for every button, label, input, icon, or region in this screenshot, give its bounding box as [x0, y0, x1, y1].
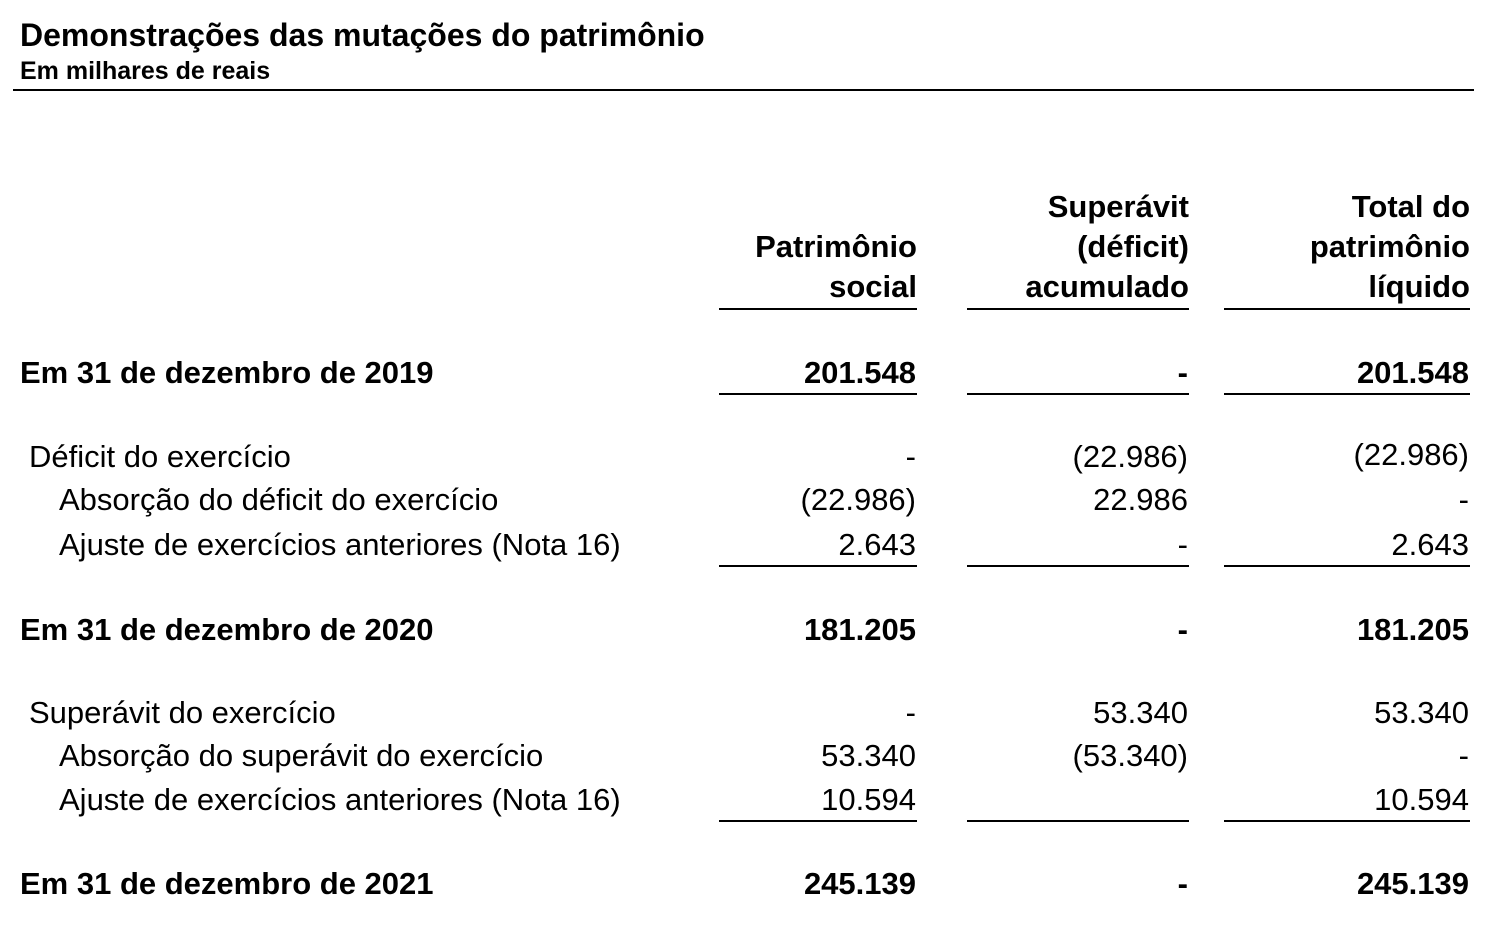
movement-row	[0, 778, 1500, 822]
balance-row-2020	[0, 608, 1500, 652]
movement-row	[0, 435, 1500, 479]
movement-row	[0, 734, 1500, 778]
value-patrimonio-social: 201.548	[719, 351, 917, 395]
movement-row	[0, 523, 1500, 567]
row-label: Em 31 de dezembro de 2019	[20, 355, 434, 390]
value-superavit-acumulado: -	[967, 523, 1189, 567]
statement-subtitle: Em milhares de reais	[20, 57, 271, 85]
column-header-line: Total do	[1351, 189, 1470, 224]
value-total: 53.340	[1374, 695, 1469, 730]
value-total: 2.643	[1224, 523, 1470, 567]
value-superavit-acumulado: (53.340)	[1072, 738, 1188, 773]
column-header-line: (déficit)	[1077, 229, 1189, 264]
value-superavit-acumulado: 22.986	[1093, 482, 1188, 517]
value-patrimonio-social: (22.986)	[800, 482, 916, 517]
row-label: Absorção do déficit do exercício	[59, 482, 499, 517]
column-header-line: Patrimônio	[755, 229, 917, 264]
value-superavit-acumulado	[967, 778, 1189, 822]
row-label: Ajuste de exercícios anteriores (Nota 16)	[59, 782, 621, 817]
row-label: Superávit do exercício	[29, 695, 336, 730]
column-header-line: patrimônio	[1309, 229, 1470, 264]
value-patrimonio-social: 2.643	[719, 523, 917, 567]
title-rule	[13, 89, 1474, 91]
value-total: 181.205	[1356, 612, 1469, 647]
value-superavit-acumulado: -	[967, 351, 1189, 395]
value-total: -	[1458, 738, 1469, 773]
value-total: 245.139	[1356, 866, 1469, 901]
value-superavit-acumulado: 53.340	[1093, 695, 1188, 730]
value-total: 10.594	[1224, 778, 1470, 822]
row-label: Ajuste de exercícios anteriores (Nota 16)	[59, 527, 621, 562]
column-header-line: acumulado	[1025, 269, 1189, 304]
statement-title: Demonstrações das mutações do patrimônio	[20, 17, 705, 53]
value-total: (22.986)	[1353, 437, 1469, 472]
column-header-total-patrimonio	[1224, 190, 1470, 310]
row-label: Déficit do exercício	[29, 439, 291, 474]
row-label: Em 31 de dezembro de 2020	[20, 612, 434, 647]
value-patrimonio-social: 53.340	[821, 738, 916, 773]
column-header-line: social	[829, 269, 917, 304]
balance-row-2019	[0, 351, 1500, 395]
row-label: Em 31 de dezembro de 2021	[20, 866, 434, 901]
column-header-patrimonio-social	[719, 190, 917, 310]
column-header-line: líquido	[1368, 269, 1470, 304]
value-patrimonio-social: 245.139	[803, 866, 916, 901]
column-header-superavit-acumulado	[967, 190, 1189, 310]
movement-row	[0, 691, 1500, 735]
column-header-line: Superávit	[1047, 189, 1189, 224]
row-label: Absorção do superávit do exercício	[59, 738, 544, 773]
value-patrimonio-social: 10.594	[719, 778, 917, 822]
value-superavit-acumulado: -	[1177, 866, 1188, 901]
value-patrimonio-social: -	[905, 439, 916, 474]
value-superavit-acumulado: -	[1177, 612, 1188, 647]
value-patrimonio-social: 181.205	[803, 612, 916, 647]
value-superavit-acumulado: (22.986)	[1072, 439, 1188, 474]
balance-row-2021	[0, 862, 1500, 906]
value-patrimonio-social: -	[905, 695, 916, 730]
value-total: -	[1458, 482, 1469, 517]
value-total: 201.548	[1224, 351, 1470, 395]
movement-row	[0, 478, 1500, 522]
